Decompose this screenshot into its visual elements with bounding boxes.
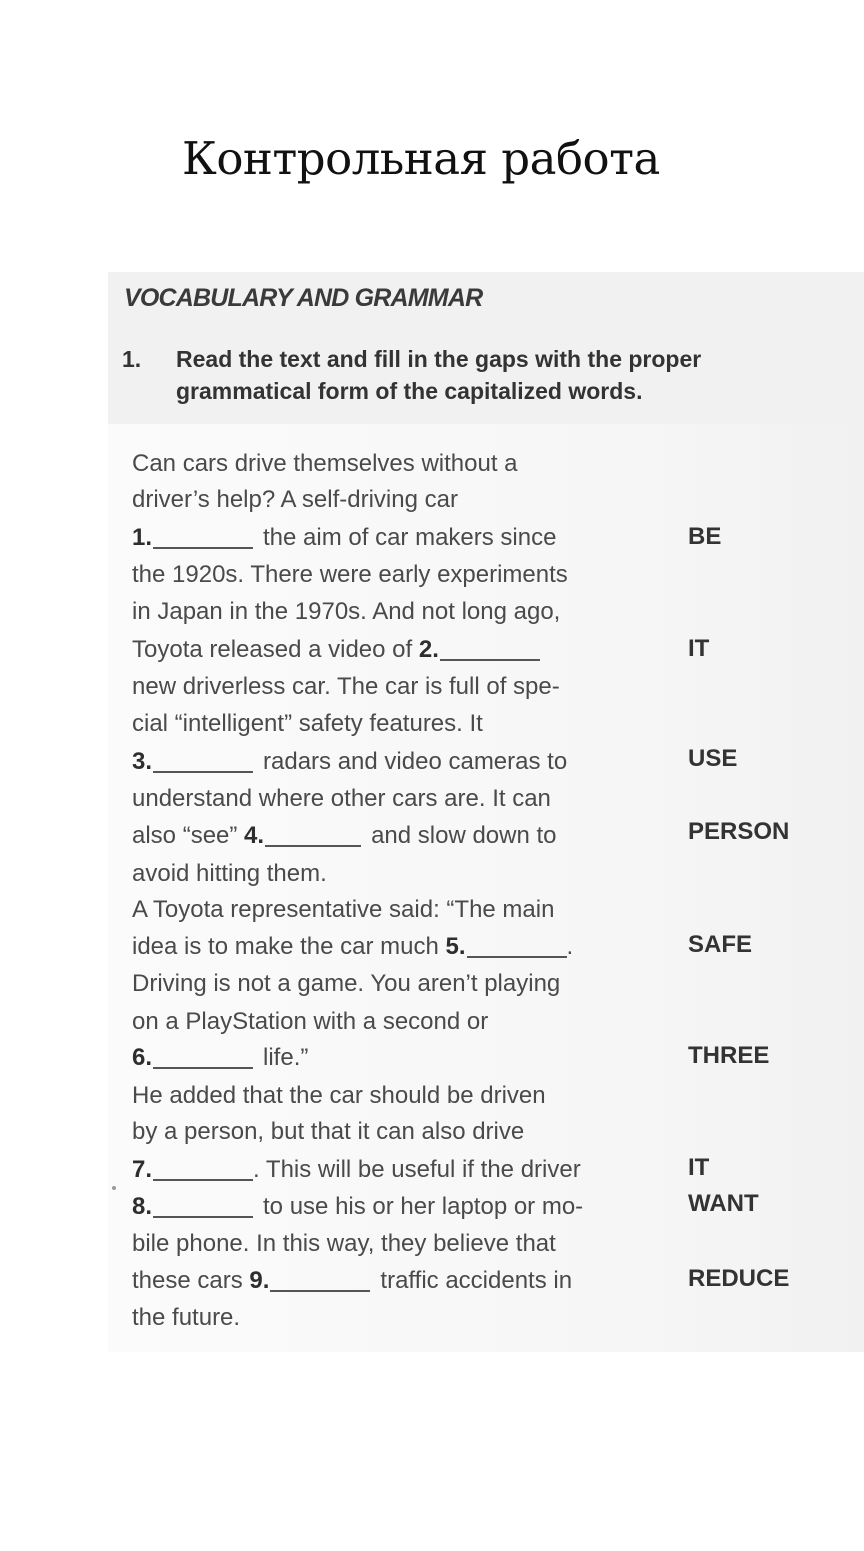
passage-text: traffic accidents in bbox=[380, 1267, 573, 1294]
section-header bbox=[108, 272, 864, 424]
passage-line: Can cars drive themselves without a bbox=[132, 450, 518, 477]
passage-text: idea is to make the car much bbox=[132, 933, 446, 960]
passage-line-gap-8 bbox=[132, 1189, 672, 1225]
passage-text: to use his or her laptop or mo- bbox=[263, 1193, 584, 1220]
passage-line: in Japan in the 1970s. And not long ago, bbox=[132, 598, 561, 625]
passage-line: on a PlayStation with a second or bbox=[132, 1008, 489, 1035]
task-instruction-line-2: grammatical form of the capitalized words. bbox=[176, 378, 643, 404]
gap-number-1: 1. bbox=[132, 524, 153, 551]
gap-blank-5[interactable] bbox=[467, 936, 567, 958]
passage-text: also “see” bbox=[132, 822, 245, 849]
passage-text: Toyota released a video of bbox=[132, 636, 419, 663]
gap-number-7: 7. bbox=[132, 1156, 153, 1183]
keyword-3: USE bbox=[688, 745, 738, 772]
passage-text: . bbox=[566, 933, 574, 960]
section-title: VOCABULARY AND GRAMMAR bbox=[124, 284, 483, 312]
gap-number-5: 5. bbox=[445, 933, 466, 960]
passage-text: life.” bbox=[263, 1044, 309, 1071]
passage-line: Driving is not a game. You aren’t playing bbox=[132, 970, 561, 997]
passage-line-gap-5 bbox=[132, 929, 672, 965]
keyword-8: WANT bbox=[688, 1190, 759, 1217]
passage-line: driver’s help? A self-driving car bbox=[132, 486, 458, 513]
keyword-7: IT bbox=[688, 1154, 710, 1181]
gap-blank-4[interactable] bbox=[265, 825, 361, 847]
gap-blank-3[interactable] bbox=[153, 751, 253, 773]
page-title: Контрольная работа bbox=[182, 132, 660, 185]
gap-number-3: 3. bbox=[132, 748, 153, 775]
passage-line: understand where other cars are. It can bbox=[132, 785, 551, 812]
passage-line-gap-3 bbox=[132, 744, 672, 780]
passage-line-gap-2 bbox=[132, 632, 672, 668]
passage-line-gap-4 bbox=[132, 818, 672, 854]
gap-blank-6[interactable] bbox=[153, 1047, 253, 1069]
passage-line: avoid hitting them. bbox=[132, 860, 327, 887]
passage-line: He added that the car should be driven bbox=[132, 1082, 546, 1109]
passage-line: bile phone. In this way, they believe that bbox=[132, 1230, 556, 1257]
keyword-5: SAFE bbox=[688, 931, 753, 958]
passage-text: and slow down to bbox=[371, 822, 557, 849]
gap-blank-2[interactable] bbox=[440, 639, 540, 661]
gap-number-8: 8. bbox=[132, 1193, 153, 1220]
gap-blank-7[interactable] bbox=[153, 1159, 253, 1181]
passage-line-gap-9 bbox=[132, 1263, 672, 1299]
gap-blank-1[interactable] bbox=[153, 527, 253, 549]
task-number: 1. bbox=[122, 346, 142, 372]
keyword-2: IT bbox=[688, 635, 710, 662]
passage-line: A Toyota representative said: “The main bbox=[132, 896, 555, 923]
passage-text: the aim of car makers since bbox=[263, 524, 557, 551]
passage-line-gap-7 bbox=[132, 1152, 672, 1188]
keyword-9: REDUCE bbox=[688, 1265, 790, 1292]
gap-number-2: 2. bbox=[418, 636, 439, 663]
passage-line: new driverless car. The car is full of spe- bbox=[132, 673, 560, 700]
gap-number-9: 9. bbox=[249, 1267, 270, 1294]
passage-text: these cars bbox=[132, 1267, 250, 1294]
gap-blank-9[interactable] bbox=[270, 1270, 370, 1292]
scan-speck bbox=[112, 1186, 116, 1190]
passage-text: radars and video cameras to bbox=[263, 748, 568, 775]
task-instruction-line-1: Read the text and fill in the gaps with the proper bbox=[176, 346, 702, 372]
passage-line: cial “intelligent” safety features. It bbox=[132, 710, 483, 737]
passage-line-gap-1 bbox=[132, 520, 672, 556]
gap-blank-8[interactable] bbox=[153, 1196, 253, 1218]
keyword-1: BE bbox=[688, 523, 722, 550]
keyword-6: THREE bbox=[688, 1042, 770, 1069]
passage-line: by a person, but that it can also drive bbox=[132, 1118, 525, 1145]
passage-line-gap-6 bbox=[132, 1040, 672, 1076]
passage-line: the 1920s. There were early experiments bbox=[132, 561, 568, 588]
gap-number-6: 6. bbox=[132, 1044, 153, 1071]
passage-text: . This will be useful if the driver bbox=[253, 1156, 581, 1183]
gap-number-4: 4. bbox=[244, 822, 265, 849]
passage-line: the future. bbox=[132, 1304, 241, 1331]
keyword-4: PERSON bbox=[688, 818, 790, 845]
